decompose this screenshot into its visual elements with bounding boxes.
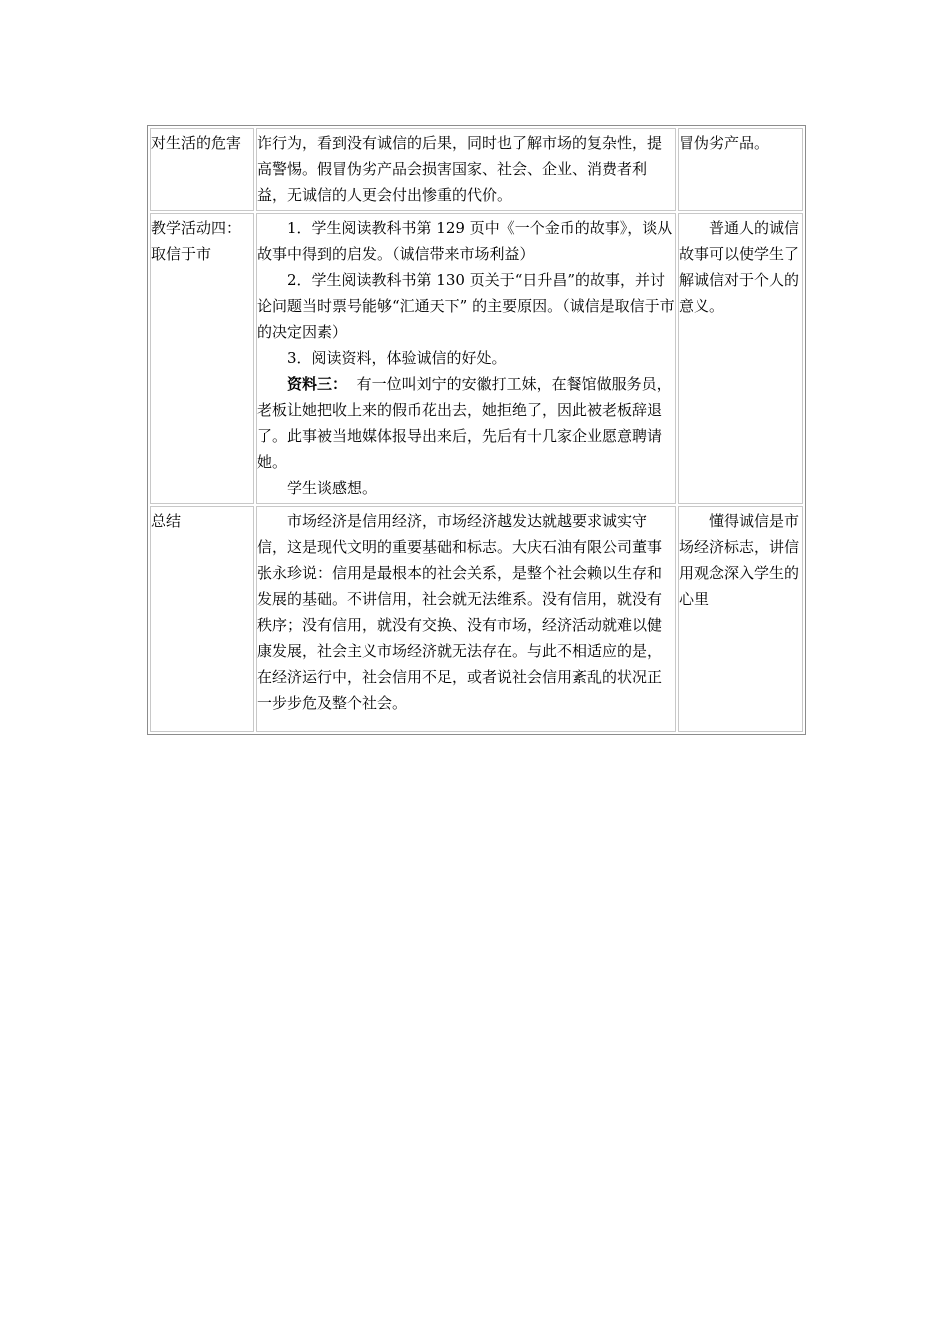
- content-paragraph: 市场经济是信用经济，市场经济越发达就越要求诚实守信，这是现代文明的重要基础和标志。大庆石油有限公司董事张永珍说：信用是最根本的社会关系，是整个社会赖以生存和发展的基础。不讲信用，社会就无法维系。没有信用，就没有秩序；没有信用，就没有交换、没有市场，经济活动就难以健康发展，社会主义市场经济就无法存在。与此不相适应的是，在经济运行中，社会信用不足，或者说社会信用紊乱的状况正一步步危及整个社会。: [257, 512, 663, 712]
- material-text: 有一位叫刘宁的安徽打工妹，在餐馆做服务员，老板让她把收上来的假币花出去，她拒绝了，因此被老板辞退了。此事被当地媒体报导出来后，先后有十几家企业愿意聘请她。: [257, 375, 672, 471]
- table-row: [150, 506, 803, 732]
- row-label-cell: [150, 213, 254, 504]
- row-note-cell: [678, 506, 803, 732]
- material-label: 资料三：: [287, 375, 348, 393]
- row-label-cell: [150, 128, 254, 211]
- material-paragraph: [257, 371, 675, 475]
- content-paragraph: 2．学生阅读教科书第 130 页关于“日升昌”的故事，并讨论问题当时票号能够“汇通天下” 的主要原因。（诚信是取信于市的决定因素）: [257, 271, 675, 341]
- row-note: 冒伪劣产品。: [679, 134, 770, 152]
- row-note-cell: [678, 213, 803, 504]
- row-label-cell: [150, 506, 254, 732]
- lesson-plan-table: [147, 125, 806, 735]
- row-label: 对生活的危害: [151, 134, 242, 152]
- content-paragraph: 3．阅读资料，体验诚信的好处。: [287, 349, 507, 367]
- row-label: 总结: [151, 512, 182, 530]
- content-paragraph: 诈行为，看到没有诚信的后果，同时也了解市场的复杂性，提高警惕。假冒伪劣产品会损害国家、社会、企业、消费者利益，无诚信的人更会付出惨重的代价。: [257, 134, 663, 204]
- row-note: 普通人的诚信故事可以使学生了解诚信对于个人的意义。: [679, 219, 800, 315]
- row-content-cell: [256, 128, 676, 211]
- content-paragraph: 1．学生阅读教科书第 129 页中《一个金币的故事》，谈从故事中得到的启发。（诚信带来市场利益）: [257, 219, 673, 263]
- row-content-cell: [256, 213, 676, 504]
- closing-paragraph: 学生谈感想。: [287, 479, 378, 497]
- row-note: 懂得诚信是市场经济标志，讲信用观念深入学生的心里: [679, 512, 800, 608]
- row-note-cell: [678, 128, 803, 211]
- row-label: 教学活动四：取信于市: [151, 219, 242, 263]
- table-row: [150, 213, 803, 504]
- row-content-cell: [256, 506, 676, 732]
- table-row: [150, 128, 803, 211]
